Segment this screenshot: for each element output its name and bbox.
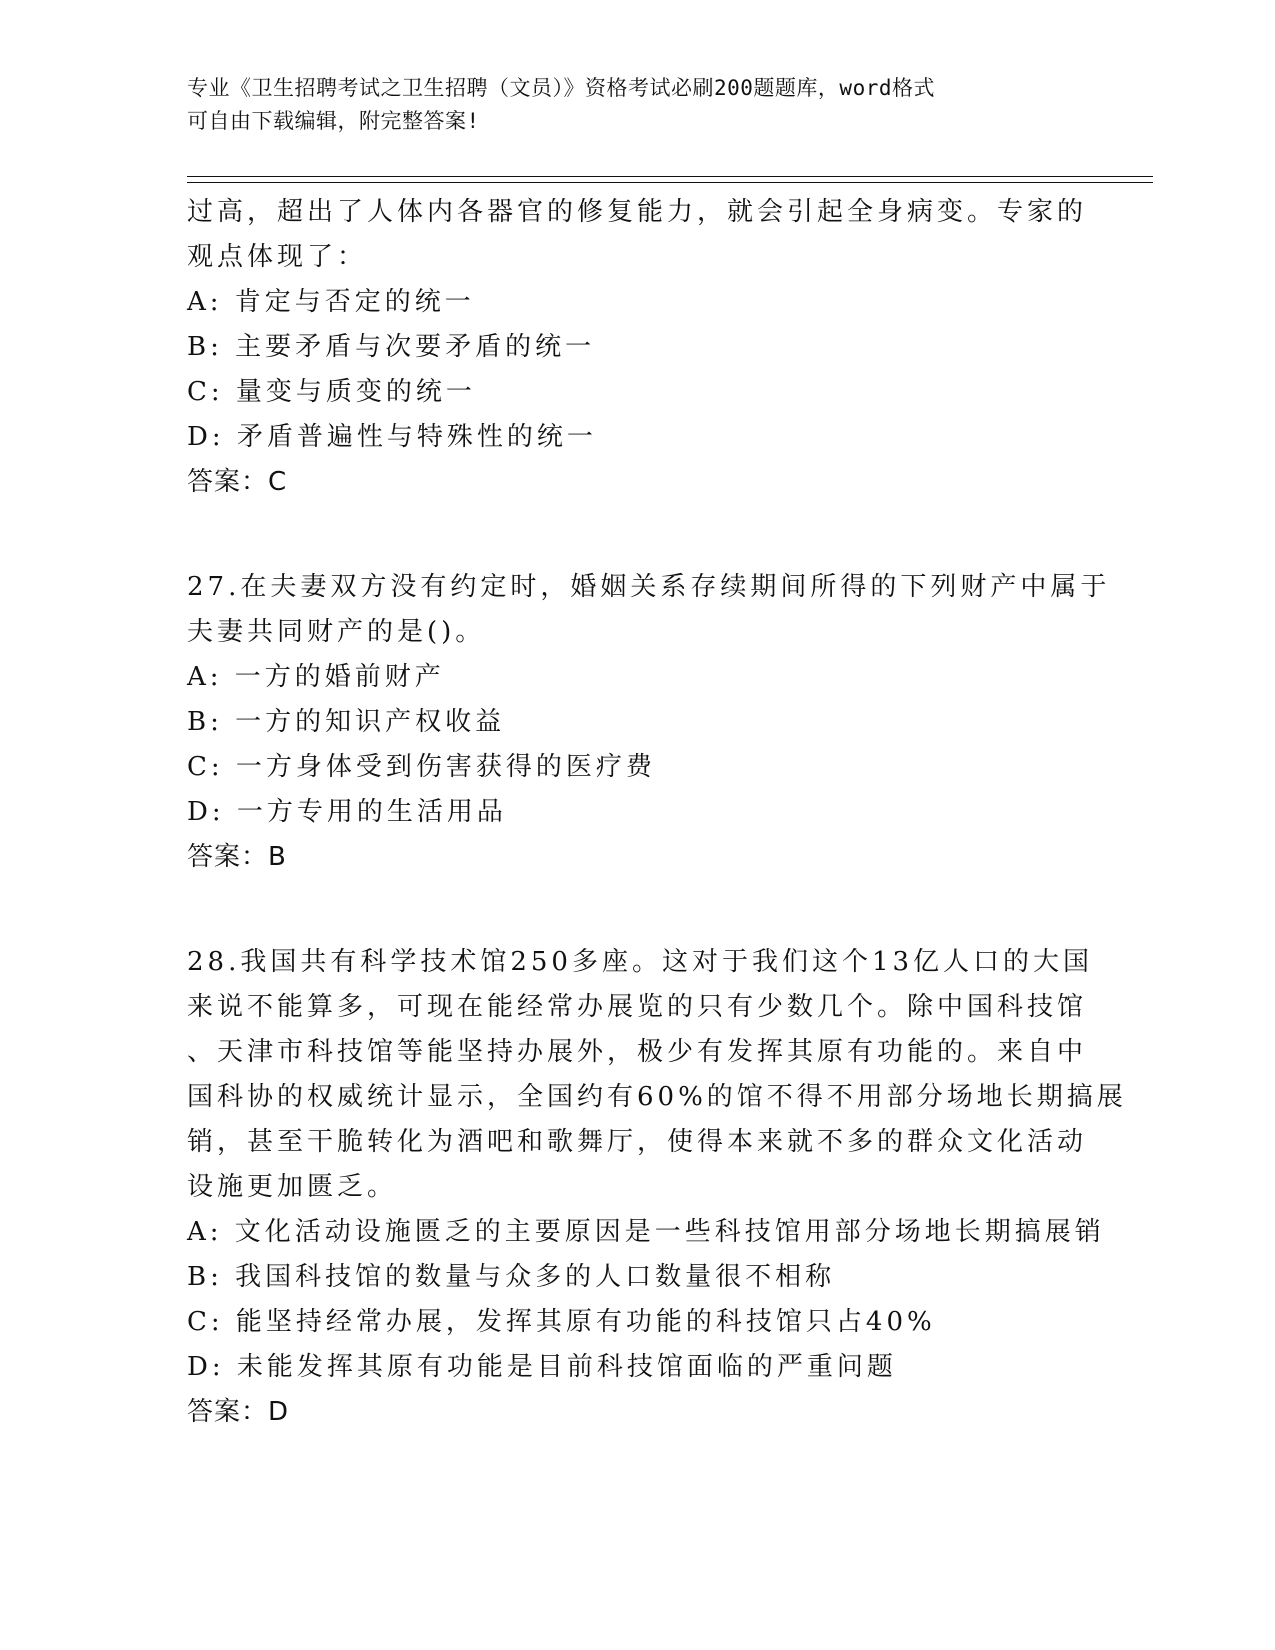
document-body [187, 190, 1127, 1435]
option-d: D: 一方专用的生活用品 [187, 797, 507, 827]
header-rule-bottom [187, 182, 1153, 183]
question-text-line: 观点体现了： [187, 242, 368, 272]
option-a: A: 文化活动设施匮乏的主要原因是一些科技馆用部分场地长期搞展销 [187, 1217, 1105, 1247]
option-c: C: 一方身体受到伤害获得的医疗费 [187, 752, 656, 782]
document-header [187, 72, 1067, 138]
question-text-line: 过高，超出了人体内各器官的修复能力，就会引起全身病变。专家的 [187, 197, 1088, 227]
header-line-1: 专业《卫生招聘考试之卫生招聘（文员）》资格考试必刷200题题库，word格式 [187, 76, 935, 100]
header-rule-top [187, 176, 1153, 177]
question-27 [187, 565, 1111, 880]
option-c: C: 能坚持经常办展，发挥其原有功能的科技馆只占40% [187, 1307, 936, 1337]
question-text-line: 、天津市科技馆等能坚持办展外，极少有发挥其原有功能的。来自中 [187, 1037, 1088, 1067]
option-a: A: 肯定与否定的统一 [187, 287, 475, 317]
answer: 答案：D [187, 1397, 290, 1427]
question-text-line: 27.在夫妻双方没有约定时，婚姻关系存续期间所得的下列财产中属于 [187, 572, 1111, 602]
question-text-line: 来说不能算多，可现在能经常办展览的只有少数几个。除中国科技馆 [187, 992, 1088, 1022]
question-28 [187, 940, 1127, 1435]
option-b: B: 我国科技馆的数量与众多的人口数量很不相称 [187, 1262, 836, 1292]
question-text-line: 夫妻共同财产的是()。 [187, 617, 486, 647]
question-26 [187, 190, 1087, 505]
answer: 答案：B [187, 842, 287, 872]
question-text-line: 销，甚至干脆转化为酒吧和歌舞厅，使得本来就不多的群众文化活动 [187, 1127, 1088, 1157]
option-b: B: 一方的知识产权收益 [187, 707, 506, 737]
option-b: B: 主要矛盾与次要矛盾的统一 [187, 332, 596, 362]
option-c: C: 量变与质变的统一 [187, 377, 476, 407]
question-text-line: 28.我国共有科学技术馆250多座。这对于我们这个13亿人口的大国 [187, 947, 1094, 977]
question-text-line: 国科协的权威统计显示，全国约有60%的馆不得不用部分场地长期搞展 [187, 1082, 1127, 1112]
option-d: D: 矛盾普遍性与特殊性的统一 [187, 422, 597, 452]
question-text-line: 设施更加匮乏。 [187, 1172, 398, 1202]
option-a: A: 一方的婚前财产 [187, 662, 445, 692]
header-line-2: 可自由下载编辑，附完整答案! [187, 109, 480, 133]
option-d: D: 未能发挥其原有功能是目前科技馆面临的严重问题 [187, 1352, 897, 1382]
answer: 答案：C [187, 467, 288, 497]
